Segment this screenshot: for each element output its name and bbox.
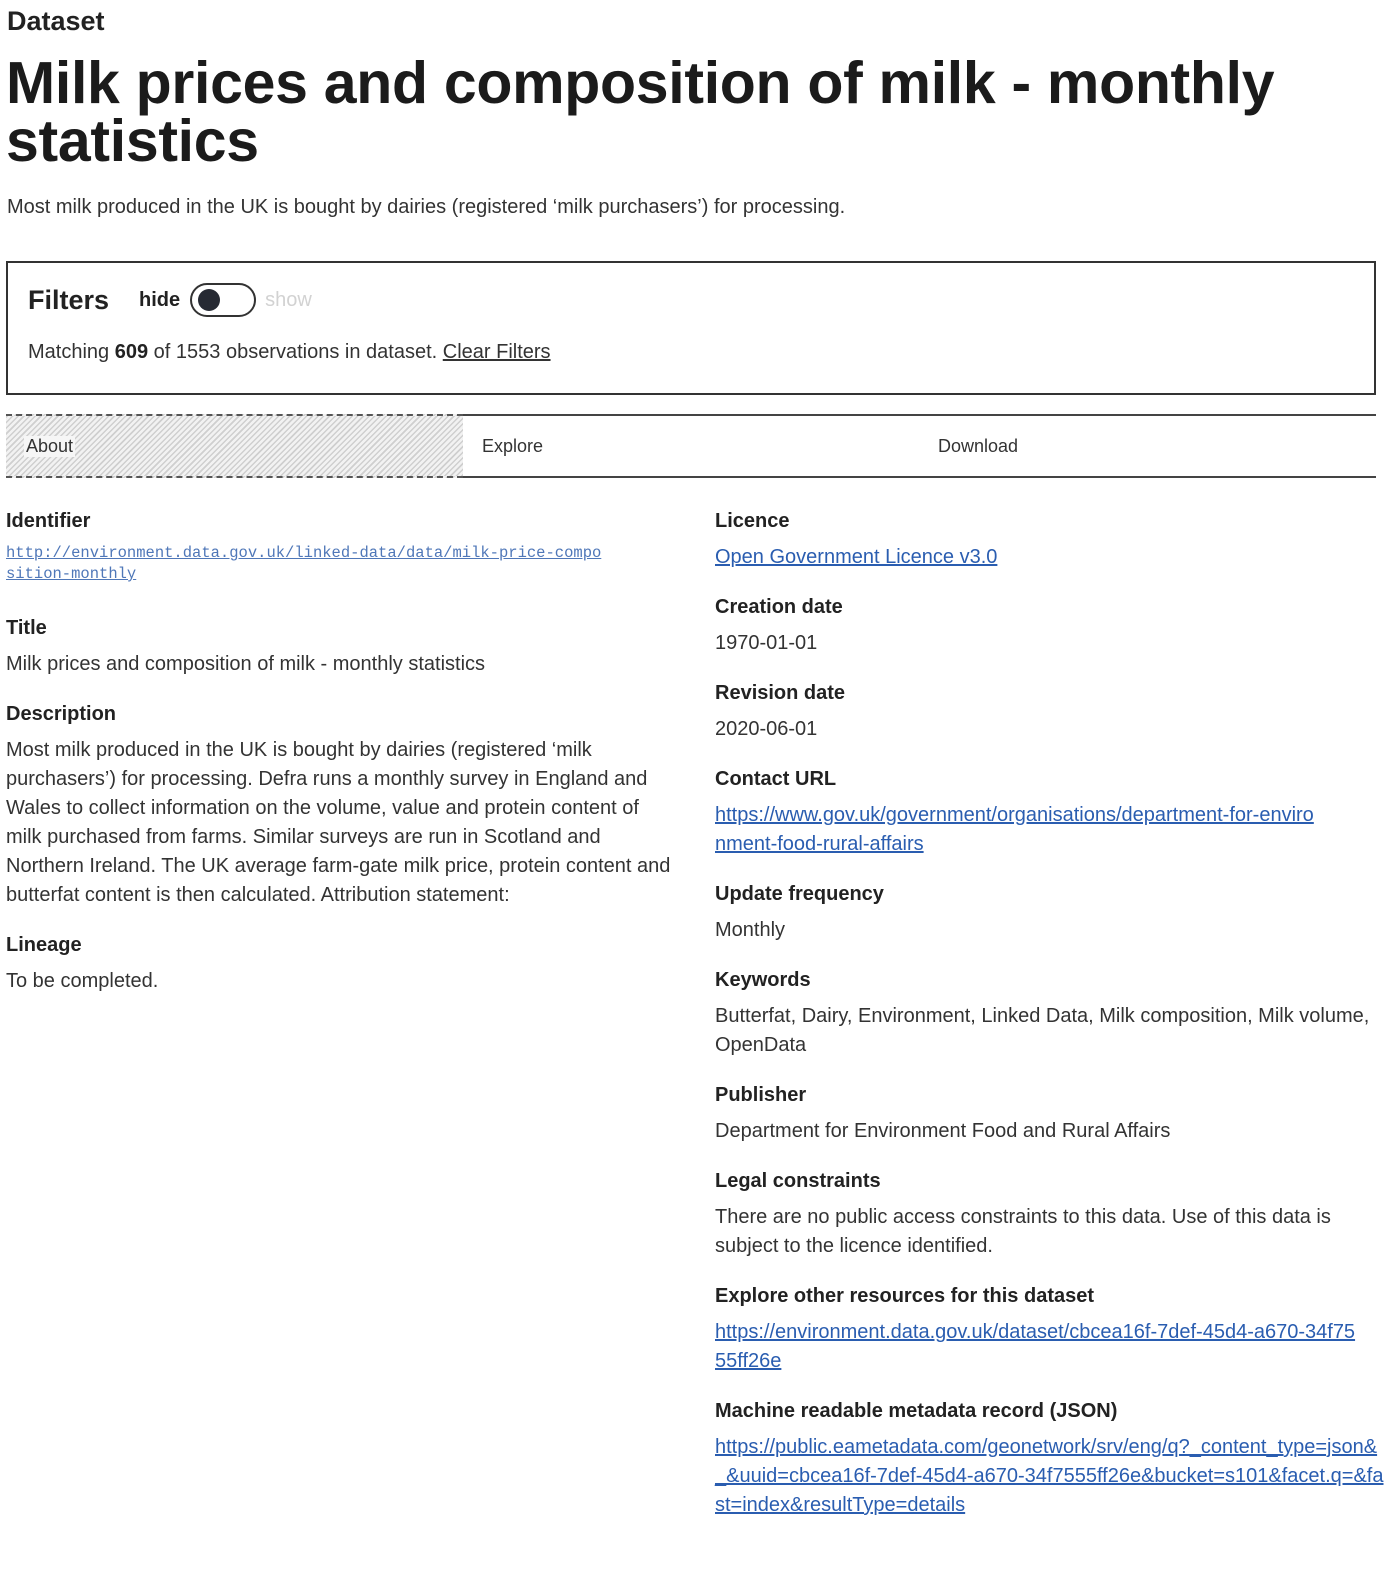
field-label: Lineage (6, 934, 82, 956)
other-resources-link[interactable]: https://environment.data.gov.uk/dataset/cbcea16f-7def-45d4-a670-34f7555ff26e (715, 1321, 1356, 1372)
field-value: 2020-06-01 (715, 718, 818, 740)
field-identifier (6, 508, 676, 585)
toggle-hide-label: hide (139, 288, 181, 311)
field-value: 1970-01-01 (715, 632, 818, 654)
field-label: Revision date (715, 682, 846, 704)
field-label: Update frequency (715, 883, 884, 905)
dataset-tabs (6, 414, 1376, 478)
field-value: Monthly (715, 919, 786, 941)
field-label: Machine readable metadata record (JSON) (715, 1400, 1118, 1422)
field-label: Description (6, 703, 117, 725)
field-value: Butterfat, Dairy, Environment, Linked Data, Milk composition, Milk volume, OpenData (715, 1005, 1370, 1056)
contact-url-link[interactable]: https://www.gov.uk/government/organisations/department-for-environment-food-rural-affairs (715, 804, 1314, 855)
tab-about-label: About (26, 435, 74, 456)
filters-header (28, 283, 312, 317)
field-licence (715, 508, 1385, 572)
tab-explore[interactable] (482, 416, 543, 476)
summary-middle: of 1553 observations in dataset. (153, 341, 438, 363)
field-label: Licence (715, 510, 790, 532)
field-contact-url (715, 766, 1385, 859)
identifier-link[interactable]: http://environment.data.gov.uk/linked-data/data/milk-price-composition-monthly (6, 544, 602, 583)
field-update-frequency (715, 881, 1385, 945)
filters-title: Filters (28, 284, 110, 315)
about-right-column (715, 508, 1385, 1542)
about-left-column (6, 508, 676, 1018)
field-title (6, 615, 676, 679)
field-legal-constraints (715, 1168, 1385, 1261)
filters-panel (6, 261, 1376, 395)
field-value: Most milk produced in the UK is bought by dairies (registered ‘milk purchasers’) for processing. Defra runs a monthly survey in England and Wales to collect information on the volume, value and protein content of milk purchased from farms. Similar surveys are run in Scotland and Northern Ireland. The UK average farm-gate milk price, protein content and butterfat content is then calculated. Attribution statement: (6, 739, 671, 906)
field-label: Title (6, 617, 47, 639)
tab-explore-label: Explore (482, 435, 544, 456)
page-lede: Most milk produced in the UK is bought by dairies (registered ‘milk purchasers’) for processing. (7, 196, 846, 218)
tab-download[interactable] (938, 416, 1018, 476)
field-publisher (715, 1082, 1385, 1146)
field-value: To be completed. (6, 970, 159, 992)
clear-filters-link[interactable]: Clear Filters (442, 341, 551, 363)
tab-download-label: Download (938, 435, 1019, 456)
field-lineage (6, 932, 676, 996)
field-label: Legal constraints (715, 1170, 881, 1192)
field-creation-date (715, 594, 1385, 658)
field-label: Creation date (715, 596, 843, 618)
field-label: Explore other resources for this dataset (715, 1285, 1095, 1307)
field-other-resources (715, 1283, 1385, 1376)
tab-about[interactable] (6, 414, 463, 478)
filters-summary (28, 341, 551, 364)
licence-link[interactable]: Open Government Licence v3.0 (715, 546, 998, 568)
field-description (6, 701, 676, 910)
field-label: Identifier (6, 510, 91, 532)
page-eyebrow: Dataset (7, 6, 105, 36)
field-revision-date (715, 680, 1385, 744)
field-value: Department for Environment Food and Rural Affairs (715, 1120, 1171, 1142)
page-title: Milk prices and composition of milk - monthly statistics (6, 50, 1275, 174)
field-value: Milk prices and composition of milk - monthly statistics (6, 653, 486, 675)
toggle-show-label: show (265, 288, 312, 311)
summary-prefix: Matching (28, 341, 110, 363)
machine-readable-link[interactable]: https://public.eametadata.com/geonetwork/srv/eng/q?_content_type=json&_&uuid=cbcea16f-7def-45d4-a670-34f7555ff26e&bucket=s101&facet.q=&fast=index&resultType=details (715, 1436, 1384, 1516)
field-label: Publisher (715, 1084, 807, 1106)
field-value: There are no public access constraints to this data. Use of this data is subject to the licence identified. (715, 1206, 1331, 1257)
toggle-knob (198, 289, 220, 311)
field-machine-readable (715, 1398, 1385, 1520)
filters-visibility-toggle[interactable] (190, 283, 256, 317)
field-keywords (715, 967, 1385, 1060)
field-label: Contact URL (715, 768, 837, 790)
matching-count: 609 (114, 341, 149, 363)
field-label: Keywords (715, 969, 811, 991)
